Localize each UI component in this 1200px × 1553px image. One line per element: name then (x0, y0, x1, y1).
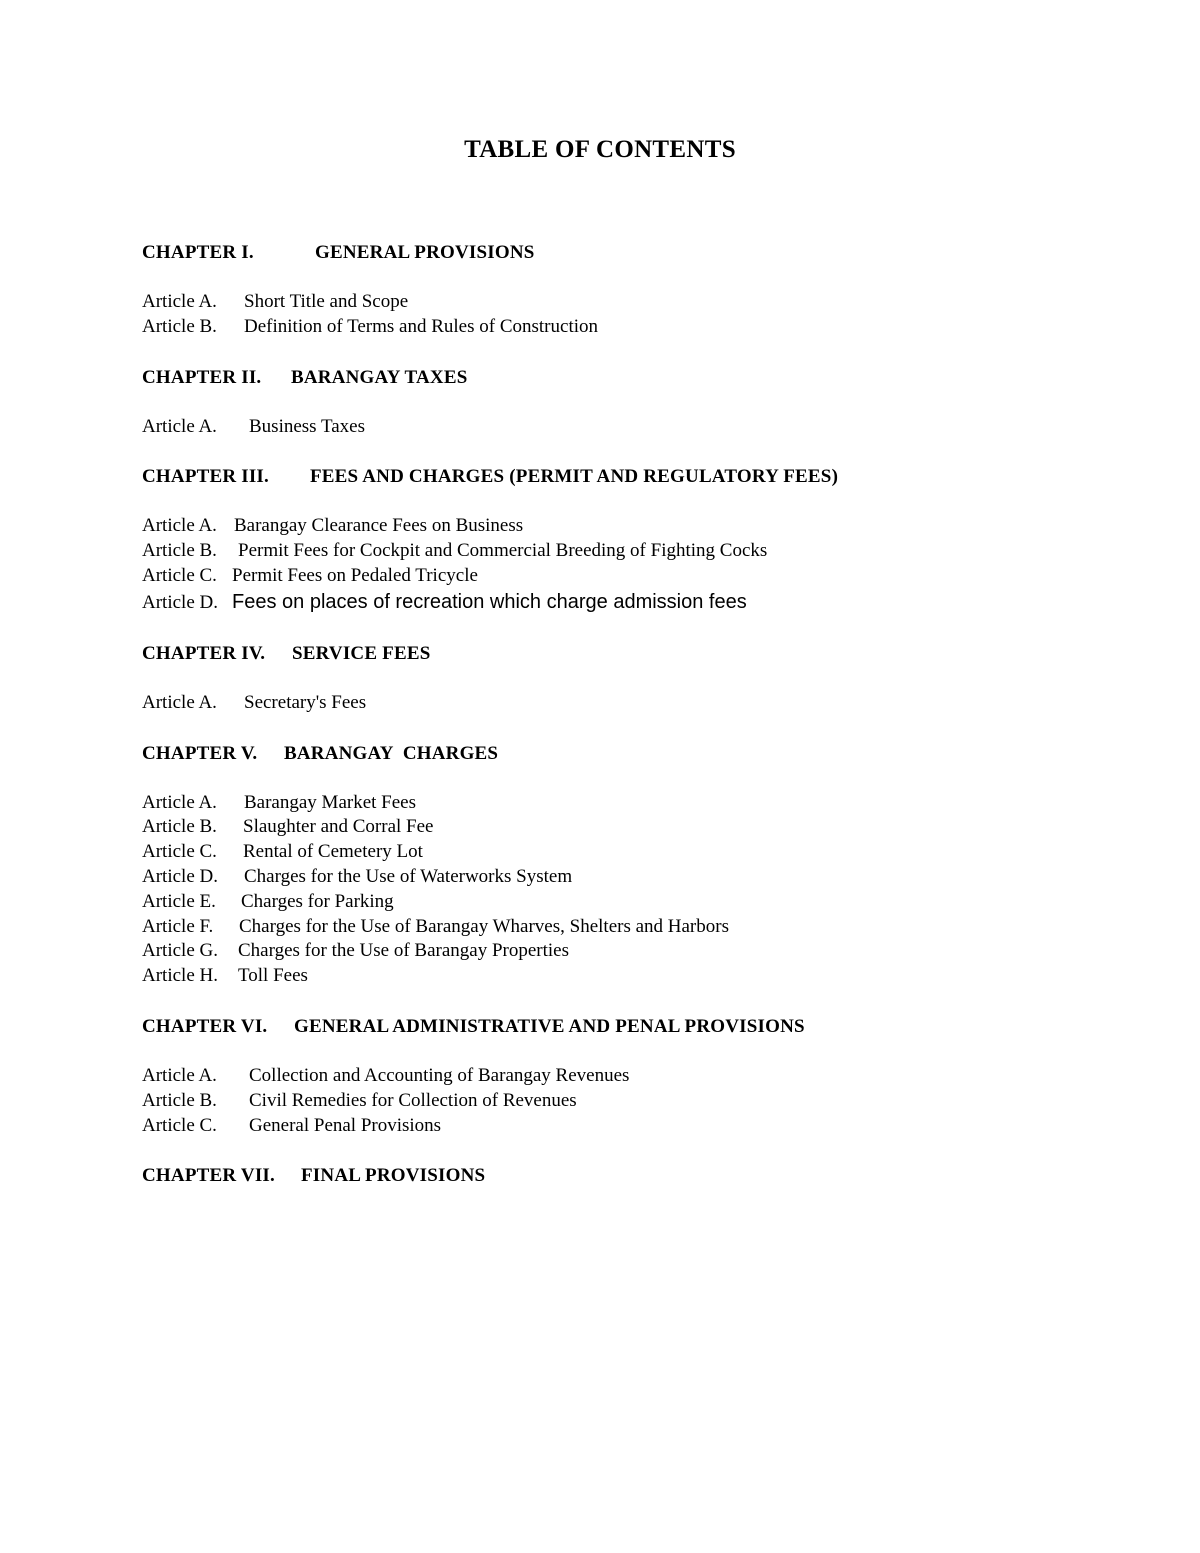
article-label: Article B. (142, 816, 217, 838)
article-entry (142, 964, 1042, 989)
chapter-heading (142, 1014, 1042, 1039)
chapter-number: CHAPTER VI. (142, 1015, 268, 1037)
chapter-title: SERVICE FEES (292, 642, 431, 664)
article-label: Article A. (142, 1064, 217, 1086)
chapter-number: CHAPTER III. (142, 466, 269, 488)
article-label: Article G. (142, 940, 218, 962)
article-title: Collection and Accounting of Barangay Revenues (249, 1064, 630, 1086)
article-title: Permit Fees on Pedaled Tricycle (232, 564, 478, 586)
article-title: Definition of Terms and Rules of Construction (244, 315, 598, 337)
article-title: Barangay Clearance Fees on Business (234, 515, 524, 537)
article-title: Civil Remedies for Collection of Revenues (249, 1089, 577, 1111)
article-title: Rental of Cemetery Lot (243, 841, 423, 863)
article-entry (142, 840, 1042, 865)
article-label: Article C. (142, 1114, 217, 1136)
chapter-title: BARANGAY CHARGES (284, 742, 499, 764)
chapter-title: FEES AND CHARGES (PERMIT AND REGULATORY FEES) (310, 466, 839, 488)
article-entry (142, 564, 1042, 589)
article-entry (142, 290, 1042, 315)
chapter-title: BARANGAY TAXES (291, 366, 468, 388)
article-label: Article C. (142, 564, 217, 586)
article-entry (142, 415, 1042, 440)
article-entry (142, 539, 1042, 564)
chapter-heading (142, 240, 1042, 265)
article-entry (142, 915, 1042, 940)
article-label: Article A. (142, 791, 217, 813)
chapter-heading (142, 464, 1042, 489)
article-label: Article B. (142, 315, 217, 337)
chapter-heading (142, 365, 1042, 390)
article-label: Article A. (142, 291, 217, 312)
article-title: Slaughter and Corral Fee (243, 816, 434, 838)
article-entry (142, 315, 1042, 340)
article-title: Charges for the Use of Barangay Properties (238, 940, 569, 962)
article-title: Barangay Market Fees (244, 791, 416, 813)
article-label: Article E. (142, 890, 216, 912)
article-entry (142, 691, 1042, 716)
chapter-title: FINAL PROVISIONS (301, 1165, 486, 1187)
article-label: Article D. (142, 865, 218, 887)
article-title: Short Title and Scope (244, 291, 409, 312)
article-title: Permit Fees for Cockpit and Commercial Breeding of Fighting Cocks (238, 540, 768, 562)
chapter-title: GENERAL ADMINISTRATIVE AND PENAL PROVISIONS (294, 1015, 805, 1037)
chapter-heading (142, 641, 1042, 666)
article-title: Business Taxes (249, 415, 366, 437)
chapter-number: CHAPTER VII. (142, 1165, 275, 1187)
chapter-number: CHAPTER I. (142, 242, 254, 263)
article-entry (142, 791, 1042, 816)
chapter-title: GENERAL PROVISIONS (315, 242, 535, 263)
article-label: Article D. (142, 591, 218, 613)
article-label: Article B. (142, 1089, 217, 1111)
article-entry (142, 865, 1042, 890)
article-title: Charges for the Use of Barangay Wharves, Shelters and Harbors (239, 915, 729, 937)
chapter-heading (142, 1163, 1042, 1188)
chapter-number: CHAPTER V. (142, 742, 258, 764)
article-title: Charges for the Use of Waterworks System (244, 865, 573, 887)
article-entry (142, 1064, 1042, 1089)
article-entry (142, 1114, 1042, 1139)
article-title: General Penal Provisions (249, 1114, 442, 1136)
chapter-number: CHAPTER IV. (142, 642, 266, 664)
article-label: Article A. (142, 415, 217, 437)
article-entry (142, 589, 1042, 616)
article-label: Article A. (142, 515, 217, 537)
article-entry (142, 890, 1042, 915)
table-of-contents (142, 240, 1042, 1188)
article-label: Article F. (142, 915, 214, 937)
chapter-number: CHAPTER II. (142, 366, 262, 388)
article-title: Secretary's Fees (244, 691, 367, 713)
article-label: Article A. (142, 691, 217, 713)
article-label: Article B. (142, 540, 217, 562)
article-title: Charges for Parking (241, 890, 394, 912)
article-entry (142, 939, 1042, 964)
article-title: Fees on places of recreation which charge admission fees (232, 590, 747, 613)
article-label: Article C. (142, 841, 217, 863)
article-entry (142, 815, 1042, 840)
page-title: TABLE OF CONTENTS (464, 136, 736, 163)
chapter-heading (142, 741, 1042, 766)
article-label: Article H. (142, 965, 218, 987)
article-title: Toll Fees (238, 965, 308, 987)
article-entry (142, 514, 1042, 539)
article-entry (142, 1089, 1042, 1114)
